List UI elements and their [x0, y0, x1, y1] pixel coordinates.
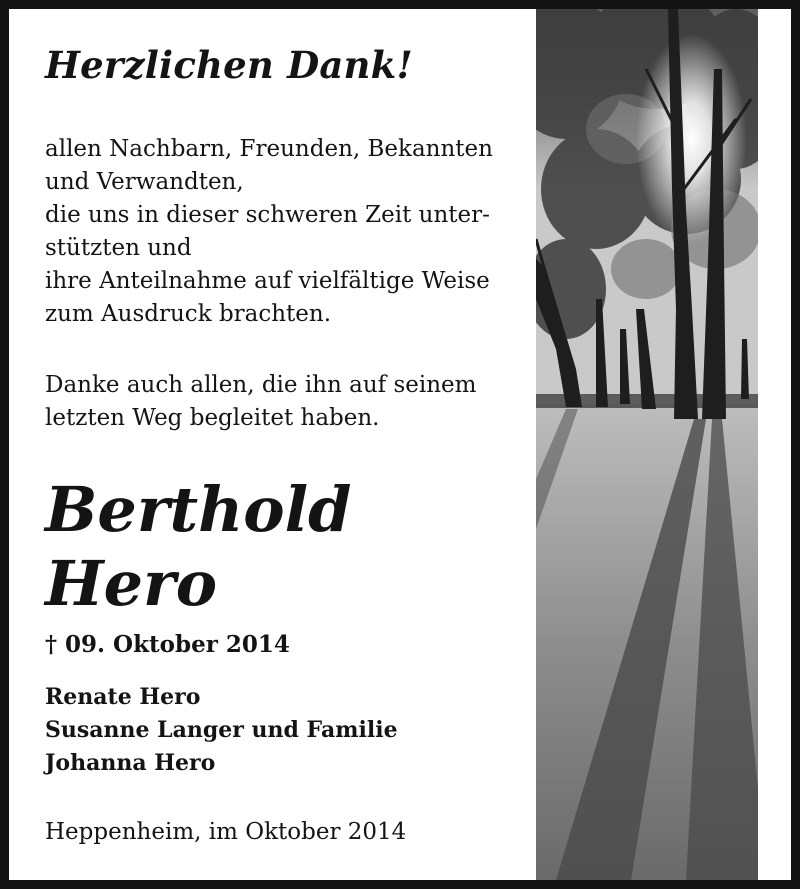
paragraph-line: zum Ausdruck brachten.	[45, 301, 332, 327]
farewell-paragraph	[45, 369, 476, 435]
deceased-first-name: Berthold	[45, 473, 352, 546]
paragraph-line: die uns in dieser schweren Zeit unter-	[45, 202, 490, 228]
family-member: Renate Hero	[45, 684, 201, 710]
paragraph-line: letzten Weg begleitet haben.	[45, 405, 380, 431]
family-member: Susanne Langer und Familie	[45, 717, 398, 743]
place-and-date: Heppenheim, im Oktober 2014	[45, 819, 407, 845]
family-list	[45, 681, 398, 780]
deceased-name	[45, 473, 352, 621]
paragraph-line: stützten und	[45, 235, 192, 261]
paragraph-line: ihre Anteilnahme auf vielfältige Weise	[45, 268, 490, 294]
park-trees-photo	[536, 9, 758, 880]
paragraph-line: Danke auch allen, die ihn auf seinem	[45, 372, 477, 398]
thanks-paragraph	[45, 133, 493, 331]
paragraph-line: allen Nachbarn, Freunden, Bekannten	[45, 136, 493, 162]
deceased-last-name: Hero	[45, 547, 218, 620]
paragraph-line: und Verwandten,	[45, 169, 244, 195]
family-member: Johanna Hero	[45, 750, 216, 776]
death-date: † 09. Oktober 2014	[45, 631, 290, 658]
notice-heading: Herzlichen Dank!	[45, 43, 413, 87]
